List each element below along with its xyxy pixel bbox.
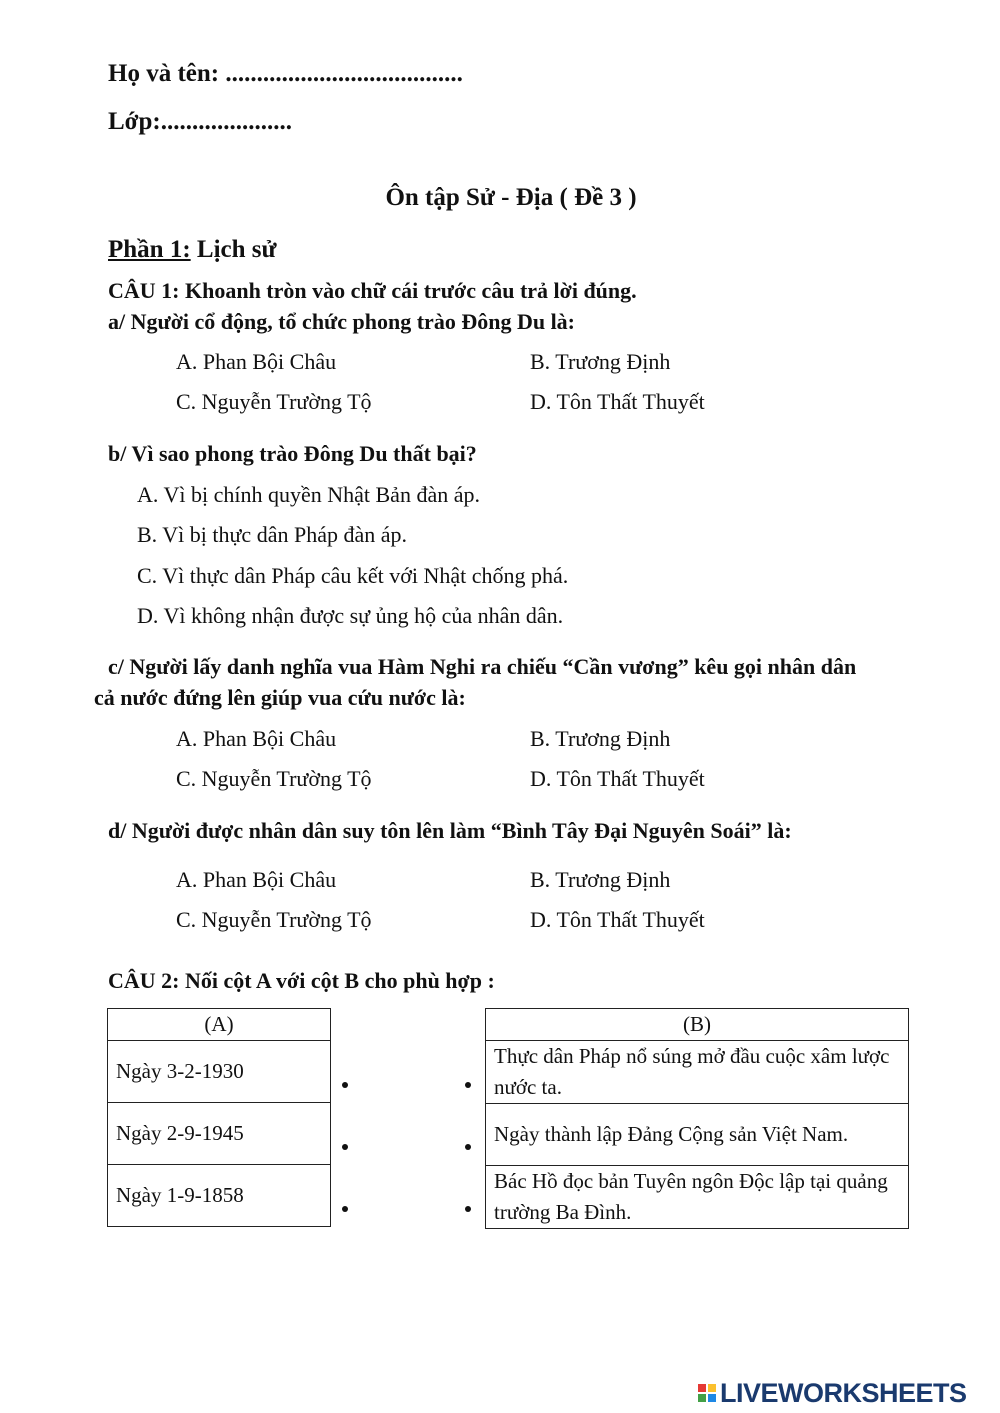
match-dot-a2[interactable] <box>342 1144 348 1150</box>
q1b-option-d[interactable]: D. Vì không nhận được sự ủng hộ của nhân dân. <box>137 603 564 628</box>
column-b-header: (B) <box>486 1009 909 1041</box>
q1c-option-c[interactable]: C. Nguyễn Trường Tộ <box>176 766 372 791</box>
match-dot-b2[interactable] <box>465 1144 471 1150</box>
match-dot-a3[interactable] <box>342 1206 348 1212</box>
q1d-option-a[interactable]: A. Phan Bội Châu <box>176 867 337 892</box>
match-dot-a1[interactable] <box>342 1082 348 1088</box>
class-field-label: Lớp:..................... <box>108 108 292 135</box>
q2-instruction: CÂU 2: Nối cột A với cột B cho phù hợp : <box>108 968 495 993</box>
q1d-option-c[interactable]: C. Nguyễn Trường Tộ <box>176 907 372 932</box>
q1a-option-c[interactable]: C. Nguyễn Trường Tộ <box>176 389 372 414</box>
q1b-option-b[interactable]: B. Vì bị thực dân Pháp đàn áp. <box>137 522 407 547</box>
part1-heading <box>108 236 277 264</box>
liveworksheets-logo <box>698 1378 967 1408</box>
page-title: Ôn tập Sử - Địa ( Đề 3 ) <box>385 184 637 211</box>
column-b-item-1: Thực dân Pháp nổ súng mở đầu cuộc xâm lược nước ta. <box>486 1041 909 1104</box>
q1d-option-d[interactable]: D. Tôn Thất Thuyết <box>530 907 705 932</box>
column-b-item-2: Ngày thành lập Đảng Cộng sản Việt Nam. <box>486 1104 909 1166</box>
column-a-item-3: Ngày 1-9-1858 <box>108 1165 331 1227</box>
q1c-option-b[interactable]: B. Trương Định <box>530 726 671 751</box>
part1-label: Phần 1: <box>108 236 191 263</box>
q1a-option-b[interactable]: B. Trương Định <box>530 349 671 374</box>
q1a-question: a/ Người cổ động, tổ chức phong trào Đông Du là: <box>108 309 576 334</box>
column-b-item-3: Bác Hồ đọc bản Tuyên ngôn Độc lập tại quảng trường Ba Đình. <box>486 1166 909 1229</box>
q1c-question-line1: c/ Người lấy danh nghĩa vua Hàm Nghi ra chiếu “Cần vương” kêu gọi nhân dân <box>108 654 857 679</box>
match-dot-b1[interactable] <box>465 1082 471 1088</box>
q1a-option-a[interactable]: A. Phan Bội Châu <box>176 349 337 374</box>
q1b-option-a[interactable]: A. Vì bị chính quyền Nhật Bản đàn áp. <box>137 482 480 507</box>
q1c-option-d[interactable]: D. Tôn Thất Thuyết <box>530 766 705 791</box>
q1d-question: d/ Người được nhân dân suy tôn lên làm “Bình Tây Đại Nguyên Soái” là: <box>108 818 792 843</box>
column-a-item-1: Ngày 3-2-1930 <box>108 1041 331 1103</box>
name-field-label: Họ và tên: ...................................... <box>108 60 463 87</box>
q1c-question-line2: cả nước đứng lên giúp vua cứu nước là: <box>94 685 466 710</box>
q1c-option-a[interactable]: A. Phan Bội Châu <box>176 726 337 751</box>
q1b-question: b/ Vì sao phong trào Đông Du thất bại? <box>108 441 477 466</box>
q1-instruction: CÂU 1: Khoanh tròn vào chữ cái trước câu trả lời đúng. <box>108 278 637 303</box>
logo-text: LIVEWORKSHEETS <box>720 1377 967 1408</box>
q1d-option-b[interactable]: B. Trương Định <box>530 867 671 892</box>
logo-square-green <box>698 1394 706 1402</box>
match-dot-b3[interactable] <box>465 1206 471 1212</box>
part1-topic: Lịch sử <box>196 236 277 263</box>
logo-square-yellow <box>708 1384 716 1392</box>
q1a-option-d[interactable]: D. Tôn Thất Thuyết <box>530 389 705 414</box>
column-a-header: (A) <box>108 1009 331 1041</box>
column-b-table <box>485 1008 909 1229</box>
column-a-item-2: Ngày 2-9-1945 <box>108 1103 331 1165</box>
logo-square-blue <box>708 1394 716 1402</box>
column-a-table <box>107 1008 331 1227</box>
logo-icon <box>698 1384 716 1402</box>
logo-square-red <box>698 1384 706 1392</box>
q1b-option-c[interactable]: C. Vì thực dân Pháp câu kết với Nhật chống phá. <box>137 563 569 588</box>
